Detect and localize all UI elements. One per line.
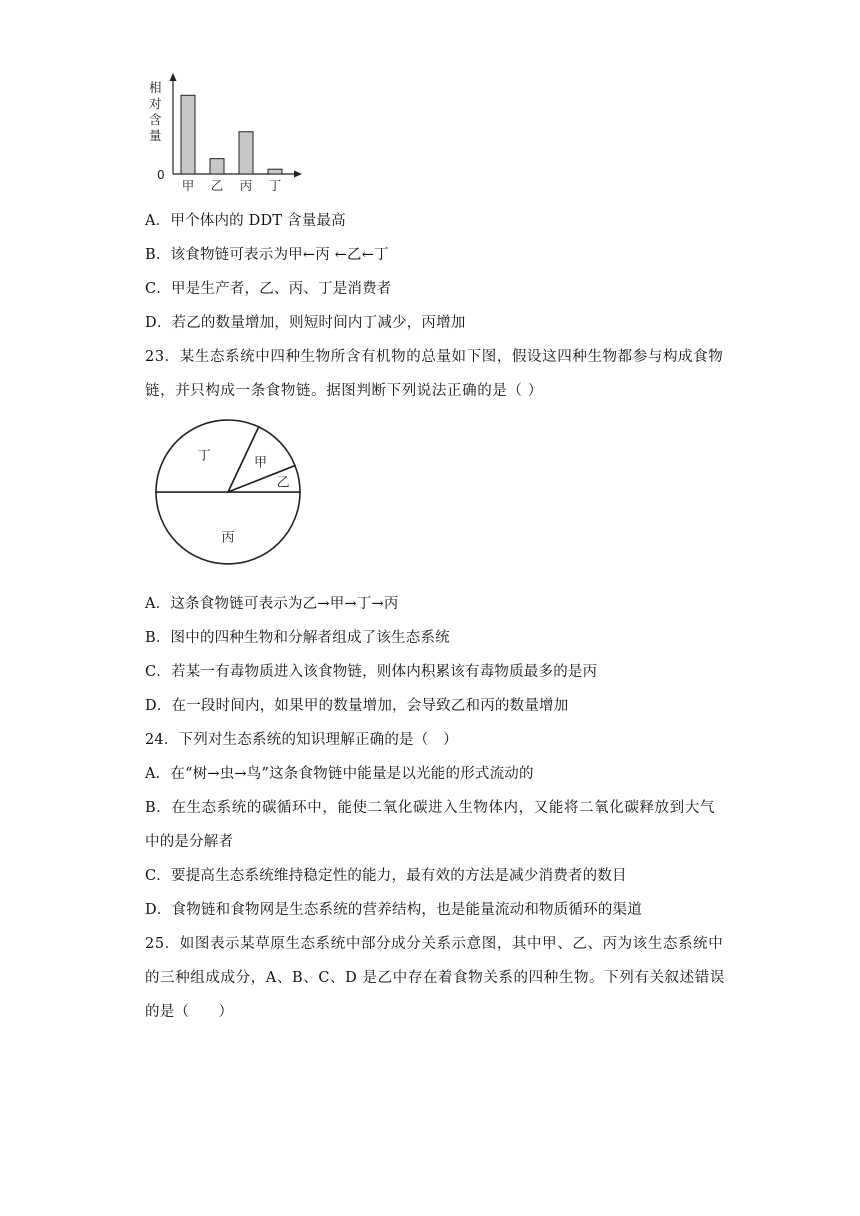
q23-option-a: A．这条食物链可表示为乙→甲→丁→丙 [145, 596, 399, 612]
bar-3 [239, 132, 253, 174]
q25-stem-line-3: 的是（ ） [145, 1004, 234, 1020]
y-axis-arrow-icon [170, 73, 177, 81]
q24-option-d: D．食物链和食物网是生态系统的营养结构，也是能量流动和物质循环的渠道 [145, 902, 642, 918]
q24-option-b: B．在生态系统的碳循环中，能使二氧化碳进入生物体内，又能将二氧化碳释放到大气 [145, 800, 715, 816]
pie-label: 乙 [276, 475, 290, 491]
chart-origin-label: 0 [157, 168, 165, 182]
organic-matter-pie-chart [150, 415, 310, 570]
bar-2 [210, 159, 224, 174]
bar-4 [268, 169, 282, 174]
x-axis-arrow-icon [294, 171, 302, 178]
pie-label: 丁 [197, 448, 211, 464]
bar-1 [181, 95, 195, 174]
q25-stem-line-1: 25．如图表示某草原生态系统中部分成分关系示意图，其中甲、乙、丙为该生态系统中 [145, 936, 724, 952]
q23-stem-line-1: 23．某生态系统中四种生物所含有机物的总量如下图，假设这四种生物都参与构成食物 [145, 349, 724, 365]
y-axis-label-char: 对 [149, 96, 162, 111]
chart-y-axis-label [149, 80, 162, 143]
pie-label: 甲 [254, 455, 268, 471]
q24-option-b-cont: 中的是分解者 [145, 834, 234, 850]
chart-bars [181, 95, 282, 193]
q24-option-a: A．在“树→虫→鸟”这条食物链中能量是以光能的形式流动的 [145, 766, 534, 782]
q22-option-a: A．甲个体内的 DDT 含量最高 [145, 213, 346, 229]
q22-option-d: D．若乙的数量增加，则短时间内丁减少，丙增加 [145, 315, 466, 331]
q22-option-b: B．该食物链可表示为甲←丙 ←乙←丁 [145, 247, 389, 263]
y-axis-label-char: 含 [149, 112, 162, 127]
ddt-bar-chart [140, 70, 315, 195]
x-tick-label: 甲 [181, 178, 195, 193]
q23-stem-line-2: 链，并只构成一条食物链。据图判断下列说法正确的是（ ） [145, 383, 543, 399]
q23-option-c: C．若某一有毒物质进入该食物链，则体内积累该有毒物质最多的是丙 [145, 664, 598, 680]
q25-stem-line-2: 的三种组成成分，A、B、C、D 是乙中存在着食物关系的四种生物。下列有关叙述错误 [145, 970, 725, 986]
q23-option-b: B．图中的四种生物和分解者组成了该生态系统 [145, 630, 450, 646]
q23-option-d: D．在一段时间内，如果甲的数量增加，会导致乙和丙的数量增加 [145, 698, 569, 714]
y-axis-label-char: 相 [149, 80, 162, 95]
q22-option-c: C．甲是生产者，乙、丙、丁是消费者 [145, 281, 392, 297]
pie-slice-1 [156, 492, 300, 564]
q24-stem: 24．下列对生态系统的知识理解正确的是（ ） [145, 732, 458, 748]
x-tick-label: 乙 [210, 178, 224, 193]
pie-label: 丙 [221, 530, 235, 546]
x-tick-label: 丁 [268, 178, 282, 193]
x-tick-label: 丙 [239, 178, 253, 193]
y-axis-label-char: 量 [149, 128, 162, 143]
q24-option-c: C．要提高生态系统维持稳定性的能力，最有效的方法是减少消费者的数目 [145, 868, 627, 884]
pie-slices [156, 420, 300, 564]
